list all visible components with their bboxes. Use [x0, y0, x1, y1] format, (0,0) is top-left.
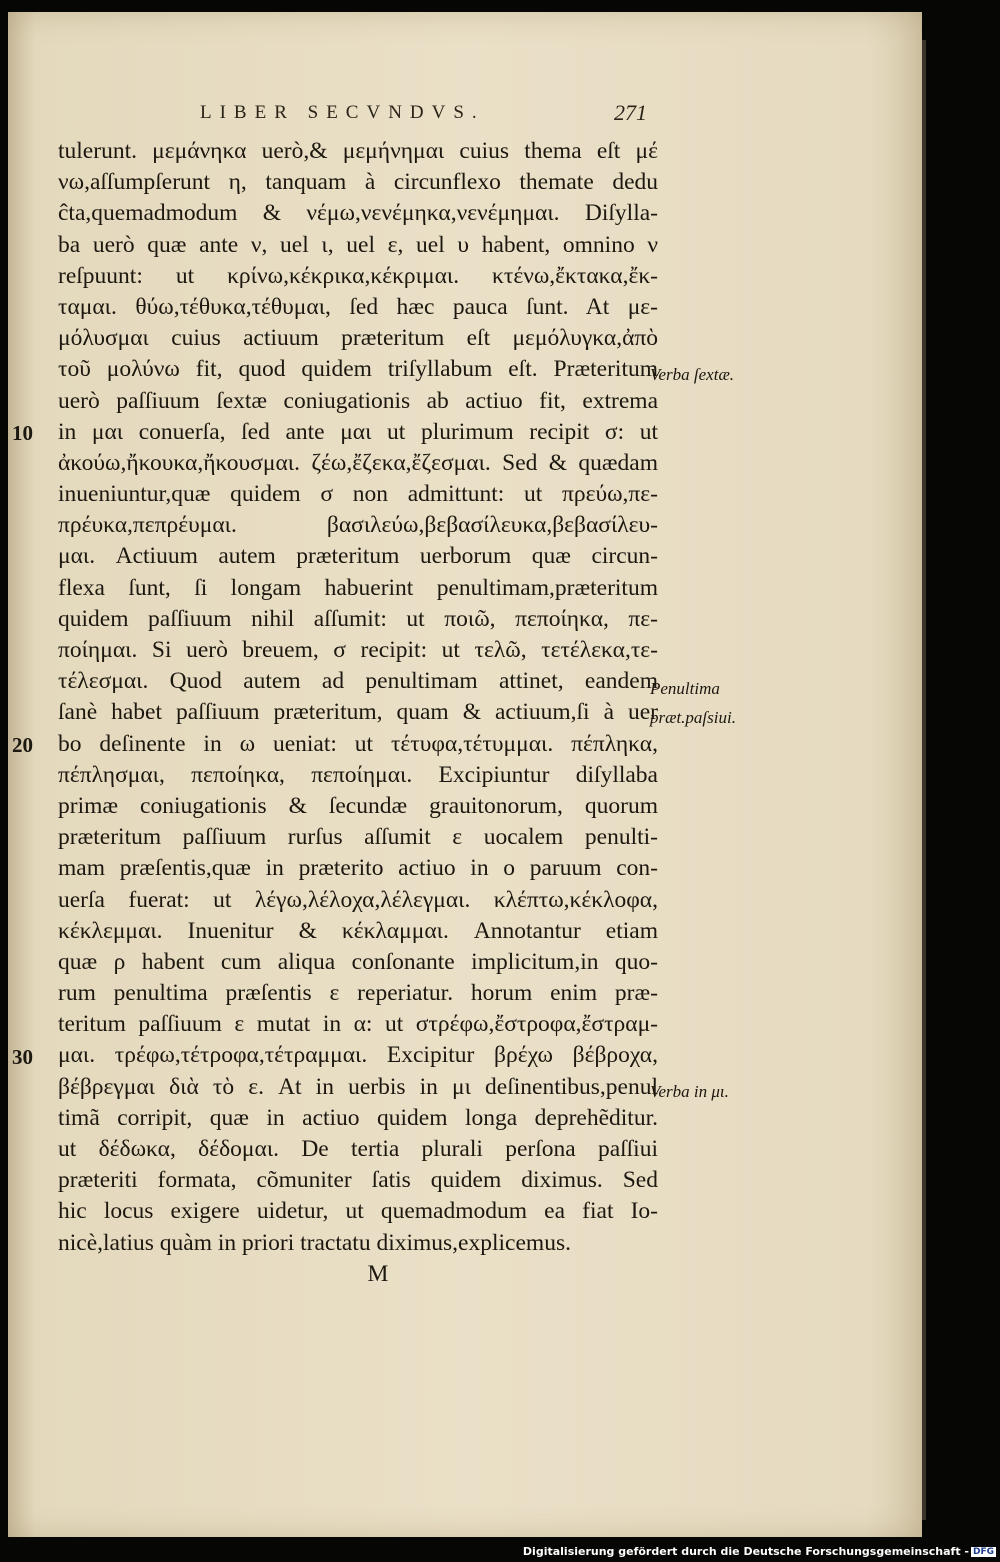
text-line: βέβρεγμαι διὰ τὸ ε. At in uerbis in μι deſinentibus,penul: [58, 1073, 658, 1100]
text-line: teritum paſſiuum ε mutat in α: ut στρέφω,ἔστροφα,ἔστραμ-: [58, 1011, 658, 1038]
signature-mark: M: [367, 1260, 389, 1287]
text-line: νω,aſſumpſerunt η, tanquam à circunflexo themate dedu: [58, 169, 658, 196]
text-line: mam præſentis,quæ in præterito actiuo in ο paruum con-: [58, 855, 658, 882]
text-line: timã corripit, quæ in actiuo quidem longa deprehẽditur.: [58, 1104, 658, 1131]
text-line: quidem paſſiuum nihil aſſumit: ut ποιῶ, πεποίηκα, πε-: [58, 605, 658, 632]
margin-note: Verba in μι.: [650, 1082, 729, 1101]
running-head: [200, 100, 840, 130]
margin-note: Verba ſextæ.: [650, 365, 735, 384]
text-line: præteriti formata, cõmuniter ſatis quidem diximus. Sed: [58, 1167, 658, 1194]
text-line: tulerunt. μεμάνηκα uerò,& μεμήνημαι cuius thema eſt μέ: [58, 138, 658, 164]
page-number: 271: [614, 100, 647, 125]
text-line: bo deſinente in ω ueniat: ut τέτυφα,τέτυμμαι. πέπληκα,: [58, 730, 658, 757]
text-line: πέπλησμαι, πεποίηκα, πεποίημαι. Excipiuntur diſyllaba: [58, 761, 658, 788]
text-line: ut δέδωκα, δέδομαι. De tertia plurali perſona paſſiui: [58, 1136, 658, 1162]
text-line: uerſa fuerat: ut λέγω,λέλοχα,λέλεγμαι. κλέπτω,κέκλοφα,: [58, 886, 658, 913]
text-line: μόλυσμαι cuius actiuum præteritum eſt μεμόλυγκα,ἀπὸ: [58, 325, 658, 352]
credit-text: Digitalisierung gefördert durch die Deutsche Forschungsgemeinschaft -: [522, 1545, 969, 1558]
text-line: ποίημαι. Si uerò breuem, σ recipit: ut τελῶ, τετέλεκα,τε-: [58, 637, 658, 663]
margin-note: Penultima: [650, 679, 720, 698]
text-line: τοῦ μολύνω fit, quod quidem triſyllabum eſt. Præteritum: [58, 356, 658, 383]
text-line: ταμαι. θύω,τέθυκα,τέθυμαι, ſed hæc pauca ſunt. At με-: [58, 293, 658, 320]
text-line: uerò paſſiuum ſextæ coniugationis ab actiuo fit, extrema: [58, 387, 658, 414]
body-text: [58, 136, 658, 1290]
text-line: ſanè habet paſſiuum præteritum, quam & actiuum,ſi à uer: [58, 699, 658, 726]
text-line: reſpuunt: ut κρίνω,κέκρικα,κέκριμαι. κτένω,ἔκτακα,ἔκ-: [58, 262, 658, 289]
digitization-credit: [523, 1545, 1000, 1558]
text-line: τέλεσμαι. Quod autem ad penultimam attinet, eandem: [58, 668, 658, 695]
text-line: πρέυκα,πεπρέυμαι. βασιλεύω,βεβασίλευκα,βεβασίλευ-: [58, 512, 658, 539]
running-title: LIBER SECVNDVS.: [200, 102, 485, 123]
text-line: flexa ſunt, ſi longam habuerint penultimam,præteritum: [58, 574, 658, 601]
text-line: κέκλεμμαι. Inuenitur & κέκλαμμαι. Annotantur etiam: [58, 917, 658, 944]
text-line: primæ coniugationis & ſecundæ grauitonorum, quorum: [58, 792, 658, 819]
line-number: 30: [12, 1045, 33, 1069]
text-line: ĉta,quemadmodum & νέμω,νενέμηκα,νενέμημαι. Diſylla-: [58, 200, 658, 227]
text-line: ἀκούω,ἤκουκα,ἤκουσμαι. ζέω,ἔζεκα,ἔζεσμαι. Sed & quædam: [58, 449, 658, 476]
line-number: 20: [12, 733, 33, 757]
text-line: μαι. τρέφω,τέτροφα,τέτραμμαι. Excipitur βρέχω βέβροχα,: [58, 1042, 658, 1069]
text-line: rum penultima præſentis ε reperiatur. horum enim præ-: [58, 980, 658, 1007]
text-line: præteritum paſſiuum rurſus aſſumit ε uocalem penulti-: [58, 824, 658, 851]
line-number: 10: [12, 421, 33, 445]
text-line: in μαι conuerſa, ſed ante μαι ut plurimum recipit σ: ut: [58, 418, 658, 445]
text-line: μαι. Actiuum autem præteritum uerborum quæ circun-: [58, 543, 658, 570]
text-line: nicè,latius quàm in priori tractatu diximus,explicemus.: [58, 1229, 571, 1256]
text-line: ba uerò quæ ante ν, uel ι, uel ε, uel υ habent, omnino ν: [58, 231, 658, 258]
text-line: hic locus exigere uidetur, ut quemadmodum ea fiat Io-: [58, 1198, 658, 1225]
margin-note: præt.paſsiui.: [650, 708, 736, 727]
text-line: inueniuntur,quæ quidem σ non admittunt: ut πρεύω,πε-: [58, 481, 658, 508]
text-line: quæ ρ habent cum aliqua conſonante implicitum,in quo-: [58, 948, 658, 975]
page-edge: [922, 40, 926, 1520]
dfg-logo: DFG: [972, 1547, 994, 1557]
